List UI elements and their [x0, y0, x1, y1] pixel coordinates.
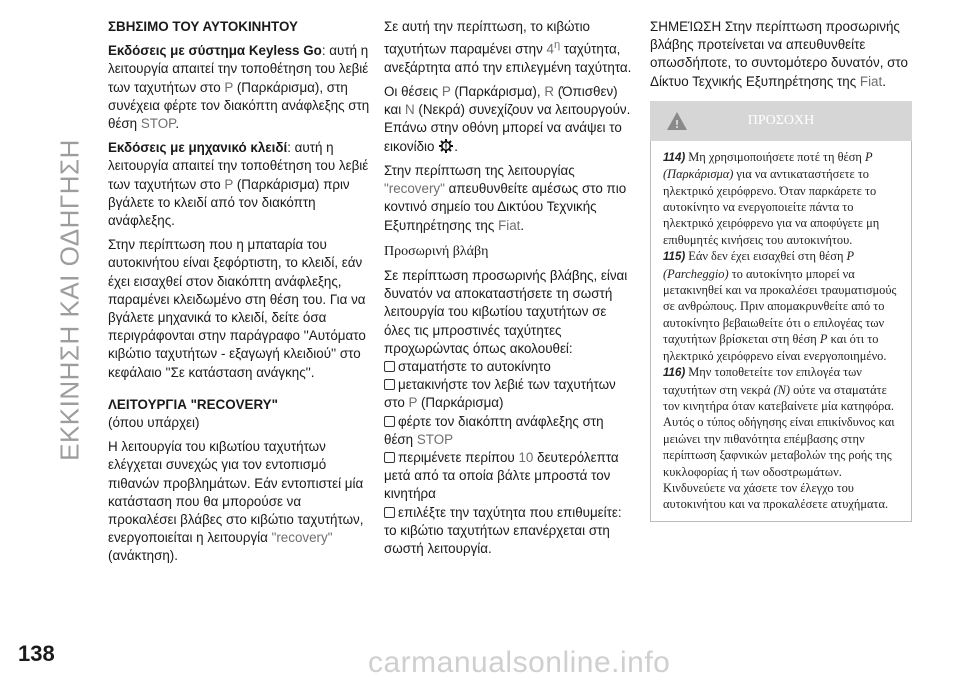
paragraph-mechanical-key: Εκδόσεις με μηχανικό κλειδί: αυτή η λειτουργία απαιτεί την τοποθέτηση του λεβιέ των ταχυτήτων στο P (Παρκάρισμα) πριν βγάλετε το κλειδί από τον διακόπτη ανάφλεξης.: [108, 140, 369, 229]
warning-item-114: 114) Μη χρησιμοποιήσετε ποτέ τη θέση P (Παρκάρισμα) για να αντικαταστήσετε το ηλεκτρικό χειρόφρενο. Όταν παρκάρετε το αυτοκίνητο να ενεργοποιείτε πάντα το ηλεκτρικό χειρόφρενο για να αποφύγετε μη επιθυμητές κινήσεις του αυτοκινήτου.: [663, 149, 880, 247]
watermark: carmanualsonline.info: [368, 646, 671, 678]
heading-recovery: ΛΕΙΤΟΥΡΓΙΑ "RECOVERY": [108, 396, 278, 412]
paragraph-flat-battery: Στην περίπτωση που η μπαταρία του αυτοκινήτου είναι ξεφόρτιστη, το κλειδί, εάν έχει εισαχθεί στον διακόπτη ανάφλεξης, παραμένει κλειδωμένο στη θέση του. Για να βγάλετε μηχανικά το κλειδί, δείτε όσα περιγράφονται στην παράγραφο ''Αυτόματο κιβώτιο ταχυτήτων - εξαγωγή κλειδιού'' στο κεφάλαιο ''Σε κατάσταση ανάγκης''.: [108, 237, 366, 380]
subheading-temporary-fault: Προσωρινή βλάβη: [384, 243, 489, 259]
warning-triangle-icon: [666, 111, 688, 131]
gear-warning-icon: [438, 138, 454, 154]
column-2: [384, 18, 634, 558]
paragraph-temporary-fault: Σε περίπτωση προσωρινής βλάβης, είναι δυνατόν να αποκαταστήσετε τη σωστή λειτουργία του κιβωτίου ταχυτήτων σε όλες τις μπροστινές ταχύτητες προχωρώντας όπως ακολουθεί:: [384, 267, 628, 356]
paragraph-fourth-gear: Σε αυτή την περίπτωση, το κιβώτιο ταχυτήτων παραμένει στην $4^\eta$ ταχύτητα, ανεξάρτητα από την επιλεγμένη ταχύτητα.: [384, 19, 632, 75]
paragraph-positions: Οι θέσεις P (Παρκάρισμα), R (Όπισθεν) και N (Νεκρά) συνεχίζουν να λειτουργούν. Επάνω στην οθόνη μπορεί να ανάψει το εικονίδιο ! .: [384, 84, 631, 154]
column-3: [650, 18, 912, 522]
warning-title: ΠΡΟΣΟΧΗ: [747, 112, 815, 128]
list-item: φέρτε τον διακόπτη ανάφλεξης στη θέση STOP: [384, 413, 604, 447]
column-1: [108, 18, 370, 572]
paragraph-recovery: Η λειτουργία του κιβωτίου ταχυτήτων ελέγχεται συνεχώς για τον εντοπισμό πιθανών προβλημάτων. Εάν εντοπιστεί μία κατάσταση που θα μπορούσε να προκαλέσει βλάβες στο κιβώτιο ταχυτήτων, ενεργοποιείται η λειτουργία "recovery" (ανάκτηση).: [108, 439, 364, 564]
paragraph-contact-network: Στην περίπτωση της λειτουργίας "recovery" απευθυνθείτε αμέσως στο πιο κοντινό σημείο του Δικτύου Τεχνικής Εξυπηρέτησης της Fiat.: [384, 162, 627, 233]
checkbox-bullet-icon: [384, 416, 395, 427]
svg-text:!: !: [674, 117, 680, 131]
list-item: επιλέξτε την ταχύτητα που επιθυμείτε: το κιβώτιο ταχυτήτων επανέρχεται στη σωστή λειτουργία.: [384, 504, 622, 556]
side-title-text: ΕΚΚΙΝΗΣΗ ΚΑΙ ΟΔΗΓΗΣΗ: [54, 139, 85, 461]
heading-engine-off: ΣΒΗΣΙΜΟ ΤΟΥ ΑΥΤΟΚΙΝΗΤΟΥ: [108, 19, 298, 34]
paragraph-keyless-go: Εκδόσεις με σύστημα Keyless Go: αυτή η λειτουργία απαιτεί την τοποθέτηση του λεβιέ των ταχυτήτων στο P (Παρκάρισμα), στη συνέχεια φέρτε τον διακόπτη ανάφλεξης στη θέση STOP.: [108, 43, 370, 132]
section-side-title: [50, 20, 90, 580]
page-number: 138: [18, 641, 55, 666]
list-item: μετακινήστε τον λεβιέ των ταχυτήτων στο P (Παρκάρισμα): [384, 377, 616, 411]
list-item: σταματήστε το αυτοκίνητο: [384, 358, 634, 376]
checkbox-bullet-icon: [384, 379, 395, 390]
checkbox-bullet-icon: [384, 361, 395, 372]
checkbox-bullet-icon: [384, 507, 395, 518]
list-item: περιμένετε περίπου 10 δευτερόλεπτα μετά από τα οποία βάλτε μπροστά τον κινητήρα: [384, 449, 619, 502]
svg-text:!: !: [444, 142, 448, 151]
heading-recovery-sub: (όπου υπάρχει): [108, 415, 200, 431]
warning-box: [650, 101, 912, 522]
warning-item-116: 116) Μην τοποθετείτε τον επιλογέα των ταχυτήτων στη νεκρά (N) ούτε να σταματάτε τον κινητήρα όταν κατεβαίνετε μία κατηφόρα. Αυτός ο τύπος οδήγησης είναι επικίνδυνος και μειώνει την πιθανότητα επέμβασης στην περίπτωση ξαφνικών μεταβολών της ροής της κυκλοφορίας ή των οδοστρωμάτων. Κινδυνεύετε να χάσετε τον έλεγχο του αυτοκινήτου και να προκαλέσετε ατυχήματα.: [663, 365, 895, 512]
note-paragraph: ΣΗΜΕΊΩΣΗ Στην περίπτωση προσωρινής βλάβης προτείνεται να απευθυνθείτε οπωσδήποτε, το συντομότερο δυνατόν, στο Δίκτυο Τεχνικής Εξυπηρέτησης της Fiat.: [650, 19, 908, 89]
warning-item-115: 115) Εάν δεν έχει εισαχθεί στη θέση P (Parcheggio) το αυτοκίνητο μπορεί να μετακινηθεί και να προκαλέσει τραυματισμούς σε ανθρώπους. Πριν απομακρυνθείτε από το αυτοκίνητο βεβαιωθείτε ότι ο επιλογέας των ταχυτήτων βρίσκεται στη θέση P και ότι το ηλεκτρικό χειρόφρενο είναι ενεργοποιημένο.: [663, 249, 897, 363]
checkbox-bullet-icon: [384, 452, 395, 463]
warning-header: [650, 101, 912, 141]
warning-body: [650, 141, 912, 522]
